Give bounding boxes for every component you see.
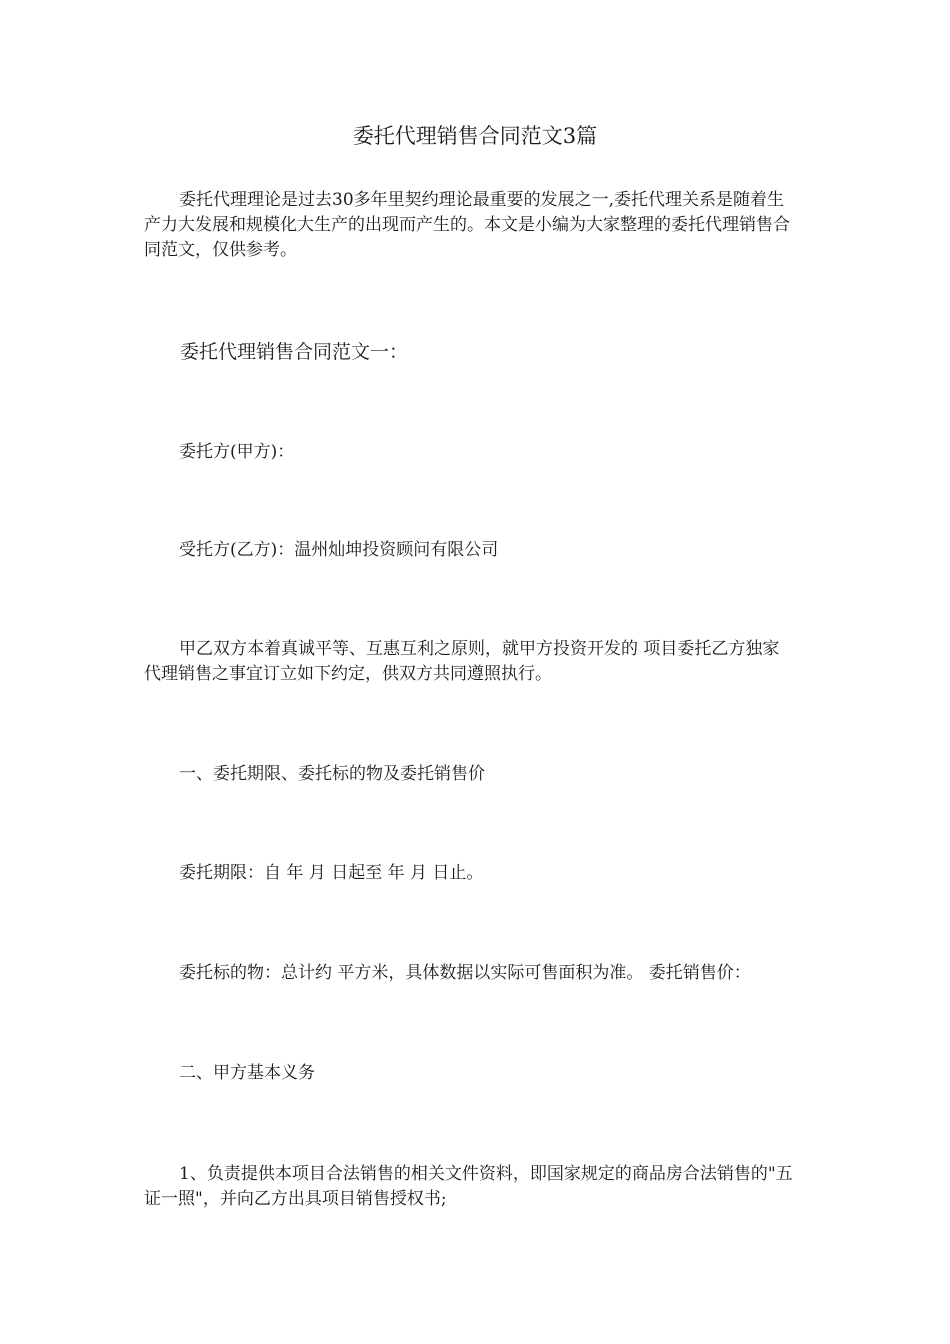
intro-line-3: 同范文，仅供参考。 (144, 240, 297, 260)
item-1-line-1: 1、负责提供本项目合法销售的相关文件资料，即国家规定的商品房合法销售的"五 (179, 1164, 793, 1184)
party-a-label: 委托方(甲方)： (179, 442, 295, 462)
clause-1-heading: 一、委托期限、委托标的物及委托销售价 (179, 764, 485, 784)
agreement-line-1: 甲乙双方本着真诚平等、互惠互利之原则，就甲方投资开发的 项目委托乙方独家 (179, 639, 780, 659)
section-heading: 委托代理销售合同范文一： (180, 341, 409, 363)
agreement-line-2: 代理销售之事宜订立如下约定，供双方共同遵照执行。 (144, 664, 552, 684)
intro-line-2: 产力大发展和规模化大生产的出现而产生的。本文是小编为大家整理的委托代理销售合 (144, 215, 790, 235)
intro-line-1: 委托代理理论是过去30多年里契约理论最重要的发展之一,委托代理关系是随着生 (179, 190, 785, 210)
item-1-line-2: 证一照"，并向乙方出具项目销售授权书; (144, 1189, 447, 1209)
document-title: 委托代理销售合同范文3篇 (352, 124, 598, 148)
party-b-label: 受托方(乙方)：温州灿坤投资顾问有限公司 (179, 540, 499, 560)
subject-line: 委托标的物：总计约 平方米，具体数据以实际可售面积为准。 委托销售价： (179, 963, 751, 983)
term-line: 委托期限：自 年 月 日起至 年 月 日止。 (179, 863, 484, 883)
clause-2-heading: 二、甲方基本义务 (179, 1063, 315, 1083)
